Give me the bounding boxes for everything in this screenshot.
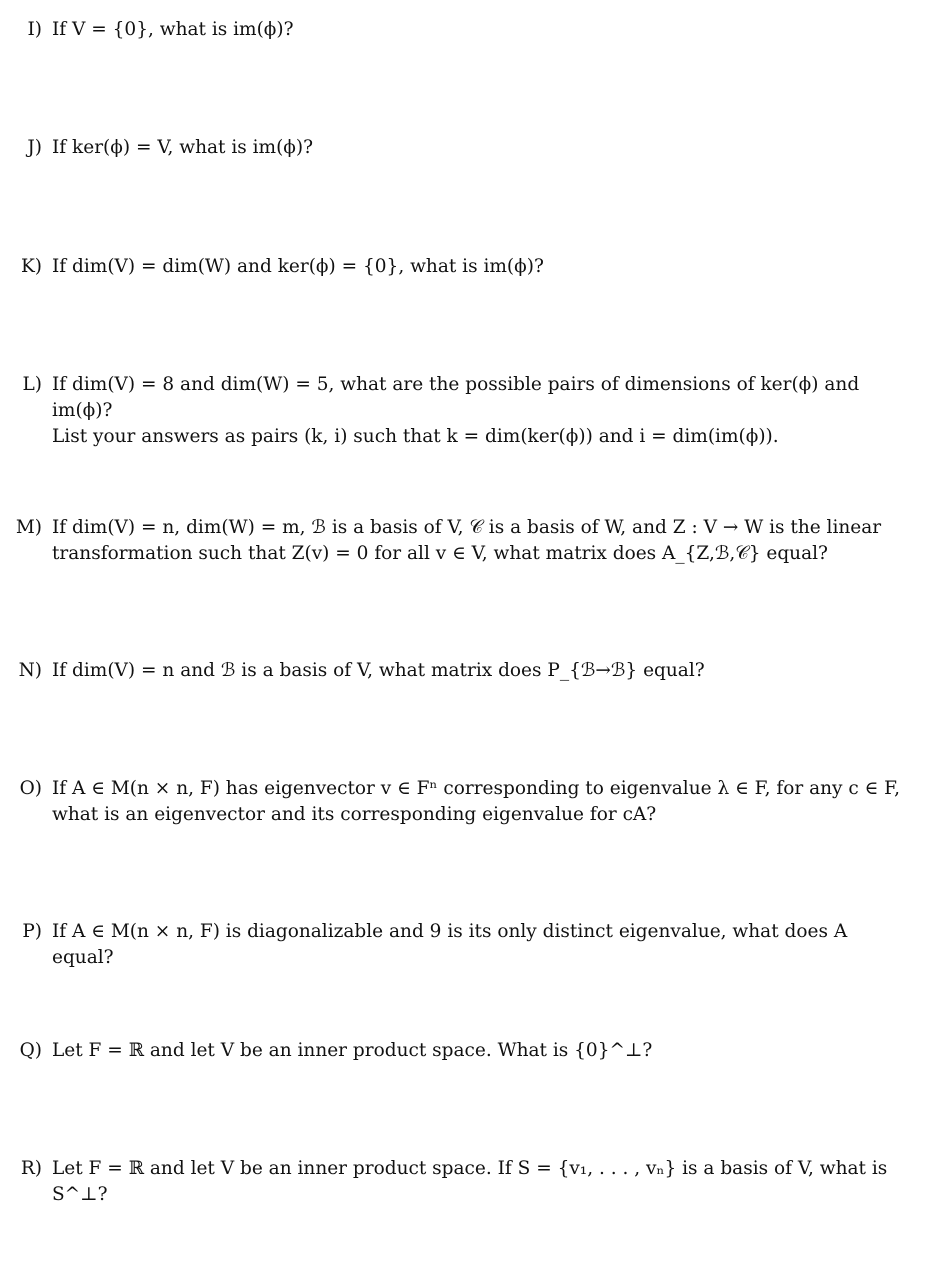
question-label: I) — [27, 19, 42, 40]
question-text: If ker(ϕ) = V, what is im(ϕ)? — [52, 137, 314, 158]
question-label: P) — [22, 921, 42, 942]
question-text: Let F = ℝ and let V be an inner product space. What is {0}^⊥? — [52, 1040, 653, 1061]
question-text: If dim(V) = n, dim(W) = m, ℬ is a basis of V, 𝒞 is a basis of W, and Z : V → W is the linear transformation such that Z(v) = 0 for all v ∈ V, what matrix does A_{Z,ℬ,𝒞} equal? — [52, 517, 882, 564]
question-label: O) — [19, 778, 42, 799]
question-label: N) — [18, 660, 42, 681]
question-I — [0, 17, 952, 43]
question-text: If A ∈ M(n × n, F) is diagonalizable and 9 is its only distinct eigenvalue, what does A equal? — [52, 921, 848, 968]
question-label: J) — [27, 137, 42, 158]
question-label: R) — [20, 1158, 42, 1179]
question-label: M) — [15, 517, 42, 538]
question-label: Q) — [19, 1040, 42, 1061]
question-text: If dim(V) = 8 and dim(W) = 5, what are the possible pairs of dimensions of ker(ϕ) and im(ϕ)? List your answers as pairs (k, i) such that k = dim(ker(ϕ)) and i = dim(im(ϕ)). — [52, 374, 860, 447]
question-text: If V = {0}, what is im(ϕ)? — [52, 19, 294, 40]
question-O — [0, 776, 952, 828]
question-text: If dim(V) = n and ℬ is a basis of V, what matrix does P_{ℬ→ℬ} equal? — [52, 660, 705, 681]
question-text: Let F = ℝ and let V be an inner product space. If S = {v₁, . . . , vₙ} is a basis of V, what is S^⊥? — [52, 1158, 888, 1205]
question-label: L) — [22, 374, 42, 395]
question-K — [0, 254, 952, 280]
question-R — [0, 1156, 952, 1208]
question-J — [0, 135, 952, 161]
question-P — [0, 919, 952, 971]
question-text: If A ∈ M(n × n, F) has eigenvector v ∈ Fⁿ corresponding to eigenvalue λ ∈ F, for any c ∈ F, what is an eigenvector and its corresponding eigenvalue for cA? — [52, 778, 900, 825]
question-label: K) — [20, 256, 42, 277]
question-M — [0, 515, 952, 567]
question-N — [0, 658, 952, 684]
question-text: If dim(V) = dim(W) and ker(ϕ) = {0}, what is im(ϕ)? — [52, 256, 544, 277]
question-Q — [0, 1038, 952, 1064]
question-L — [0, 372, 952, 450]
